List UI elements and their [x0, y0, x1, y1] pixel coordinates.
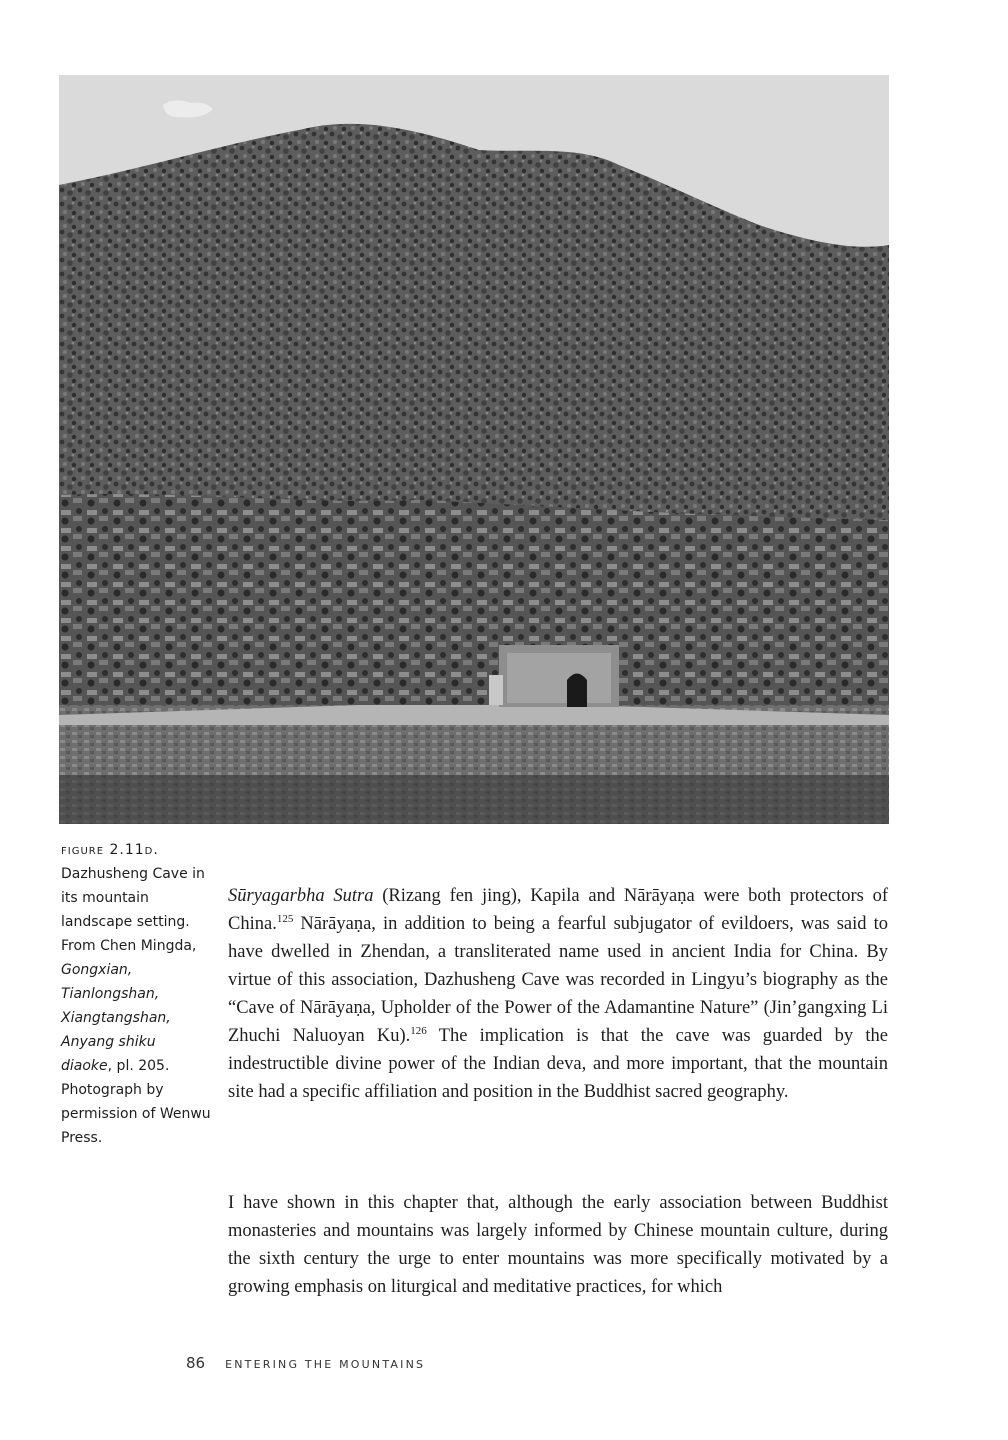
body-paragraph-2: I have shown in this chapter that, although the early association between Buddhist monasteries and mountains was largely informed by Chinese mountain culture, during the sixth century the urge to enter mountains was more specifically motivated by a growing emphasis on liturgical and meditative practices, for which [228, 1193, 888, 1297]
caption-text: Dazhusheng Cave in its mountain landscape setting. From Chen Mingda, [61, 866, 205, 954]
page-number: 86 [186, 1354, 206, 1372]
paragraph-text: Nārāyaṇa, in addition to being a fearful subjugator of evildoers, was said to have dwelled in Zhendan, a transliterated name used in ancient India for China. By virtue of this association, Dazhusheng Cave was recorded in Lingyu’s biography as the “Cave of Nārāyaṇa, Upholder of the Power of the Adamantine Nature” (Jin’gangxing Li Zhuchi Naluoyan Ku). [228, 914, 888, 1046]
figure-photograph [59, 75, 889, 824]
sutra-title: Sūryagarbha Sutra [228, 886, 374, 906]
footnote-ref-126[interactable]: 126 [410, 1025, 427, 1037]
mountain-photo-graphic [59, 75, 889, 824]
page-footer [186, 1353, 425, 1372]
paragraph-text: The implication is that the cave was guarded by the indestructible divine power of the Indian deva, and more important, that the mountain site had a specific affiliation and position in the Buddhist sacred geography. [228, 1026, 888, 1102]
caption-book-title: Gongxian, Tianlongshan, Xiangtangshan, Anyang shiku diaoke [61, 962, 171, 1074]
body-paragraph-1 [228, 882, 888, 1106]
running-head: ENTERING THE MOUNTAINS [225, 1358, 426, 1371]
figure-caption [61, 838, 211, 1150]
footnote-ref-125[interactable]: 125 [276, 913, 294, 925]
caption-credit: , pl. 205. Photograph by permission of Wenwu Press. [61, 1058, 211, 1146]
figure-label: figure 2.11d. [61, 842, 159, 858]
paragraph-text: (Rizang fen jing), Kapila and Nārāyaṇa were both protectors of China. [228, 886, 888, 934]
